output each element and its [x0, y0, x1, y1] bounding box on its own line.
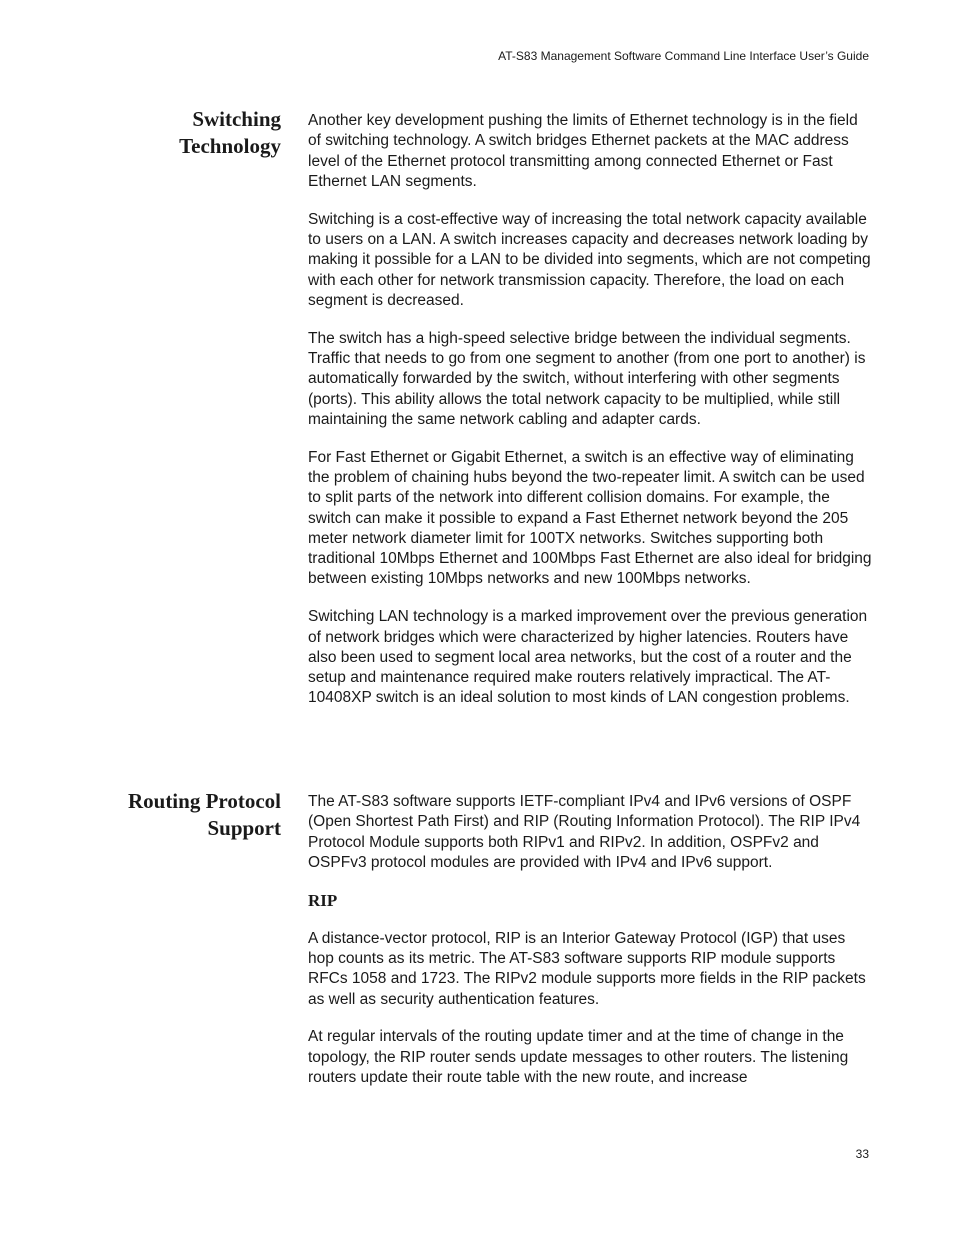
running-header: AT-S83 Management Software Command Line Interface User’s Guide [498, 49, 869, 63]
page-number: 33 [855, 1147, 869, 1161]
heading-line: Support [207, 816, 281, 840]
paragraph: The switch has a high-speed selective bridge between the individual segments. Traffic that needs to go from one segment to another (from one port to another) is automatically forwarded by the switch, without interfering with other segments (ports). This ability allows the total network capacity to be multiplied, while still maintaining the same network cabling and adapter cards. [308, 329, 866, 428]
heading-line: Technology [179, 134, 281, 158]
paragraph: Switching LAN technology is a marked improvement over the previous generation of network bridges which were characterized by higher latencies. Routers have also been used to segment local area networks, but the cost of a router and the setup and maintenance required make routers relatively impractical. The AT-10408XP switch is an ideal solution to most kinds of LAN congestion problems. [308, 608, 868, 707]
section-heading-switching-technology [60, 106, 281, 160]
paragraph: For Fast Ethernet or Gigabit Ethernet, a switch is an effective way of eliminating the problem of chaining hubs beyond the two-repeater limit. A switch can be used to split parts of the network into different collision domains. For example, the switch can make it possible to expand a Fast Ethernet network beyond the 205 meter network diameter limit for 100TX networks. Switches supporting both traditional 10Mbps Ethernet and 100Mbps Fast Ethernet are also ideal for bridging between existing 10Mbps networks and new 100Mbps networks. [308, 448, 872, 588]
paragraph: At regular intervals of the routing update timer and at the time of change in the topology, the RIP router sends update messages to other routers. The listening routers update their route table with the new route, and increase [308, 1028, 849, 1086]
section-body-switching-technology [308, 111, 874, 726]
heading-line: Routing Protocol [127, 789, 281, 813]
section-body-routing-protocol-support [308, 792, 874, 1106]
paragraph: Another key development pushing the limits of Ethernet technology is in the field of switching technology. A switch bridges Ethernet packets at the MAC address level of the Ethernet protocol transmitting among connected Ethernet or Fast Ethernet LAN segments. [308, 112, 858, 190]
heading-line: Switching [192, 107, 281, 131]
paragraph: A distance-vector protocol, RIP is an Interior Gateway Protocol (IGP) that uses hop counts as its metric. The AT-S83 software supports RIP module supports RFCs 1058 and 1723. The RIPv2 module supports more fields in the RIP packets as well as security authentication features. [308, 929, 866, 1008]
paragraph: The AT-S83 software supports IETF-compliant IPv4 and IPv6 versions of OSPF (Open Shortest Path First) and RIP (Routing Information Protocol). The RIP IPv4 Protocol Module supports both RIPv1 and RIPv2. In addition, OSPFv2 and OSPFv3 protocol modules are provided with IPv4 and IPv6 support. [308, 793, 861, 871]
section-heading-routing-protocol-support [60, 788, 281, 842]
subheading-rip: RIP [308, 890, 338, 910]
paragraph: Switching is a cost-effective way of increasing the total network capacity available to users on a LAN. A switch increases capacity and decreases network loading by making it possible for a LAN to be divided into segments, which are not competing with each other for network transmission capacity. Therefore, the load on each segment is decreased. [308, 210, 871, 309]
